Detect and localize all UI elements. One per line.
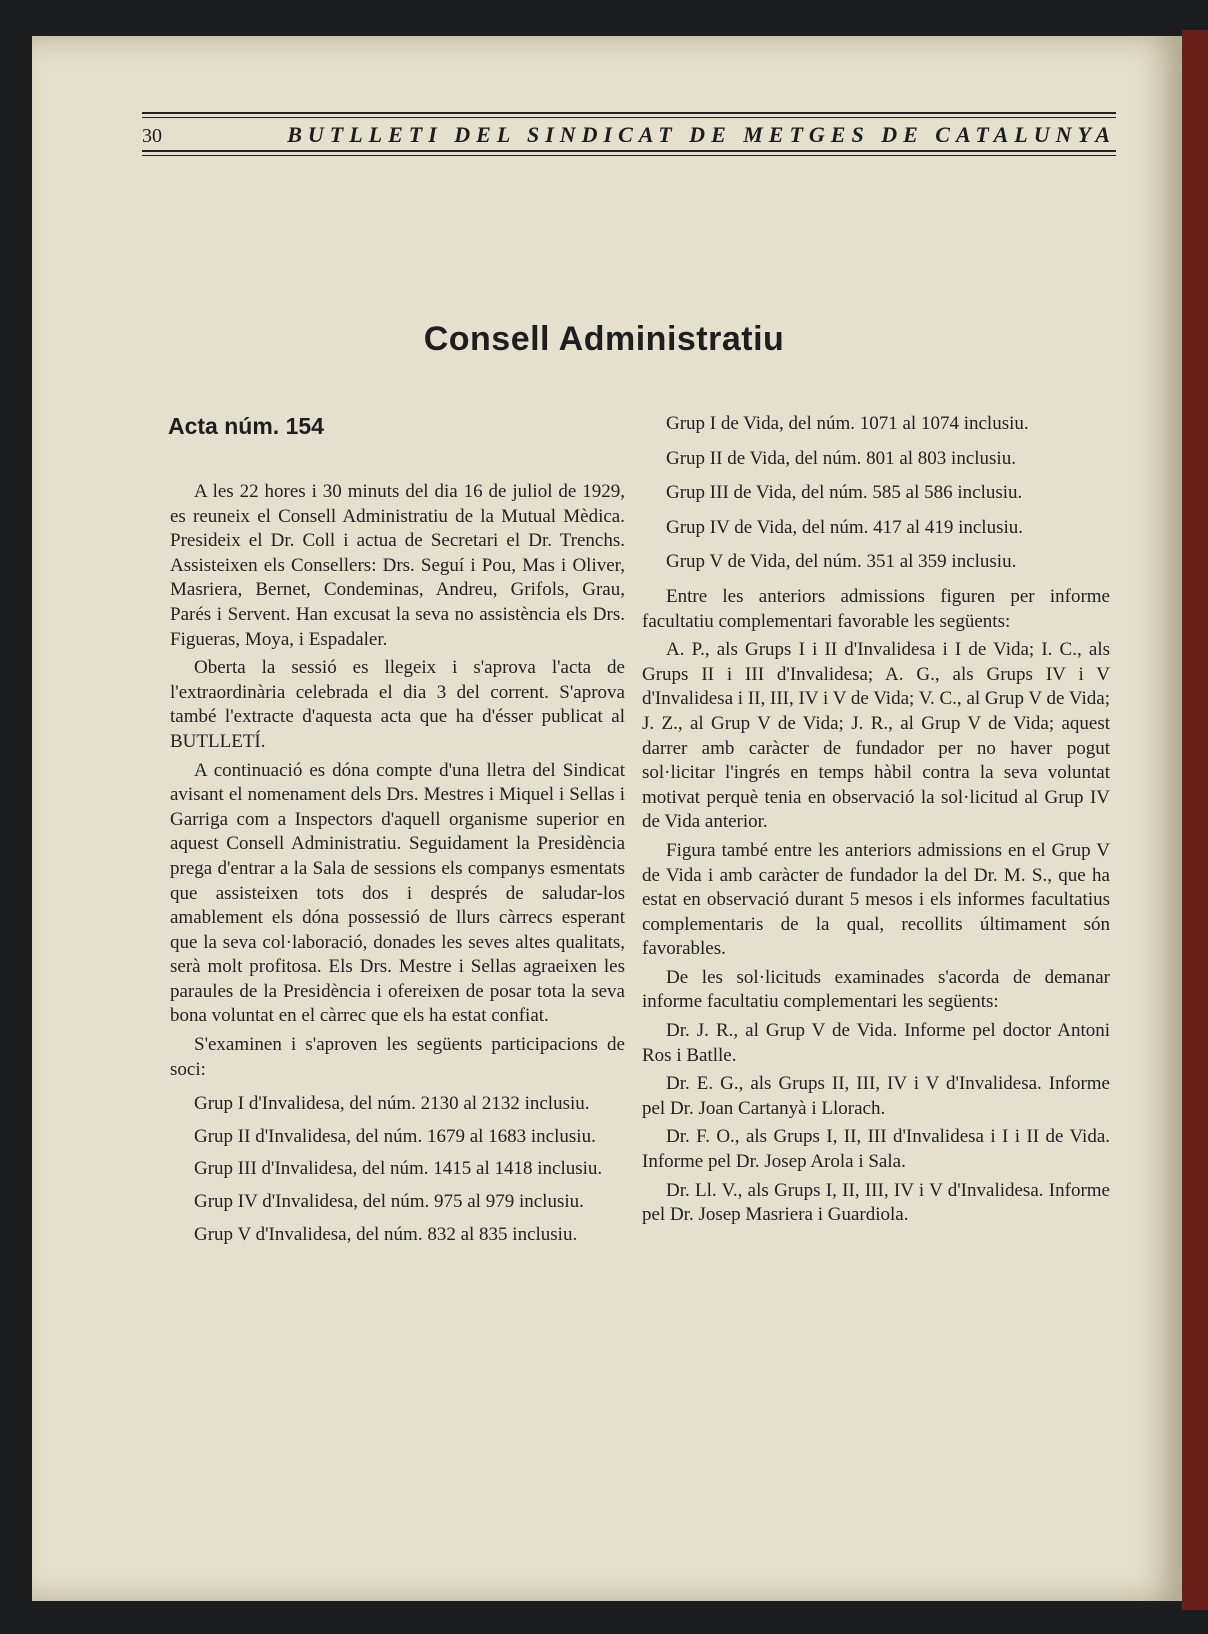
book-spine (1182, 30, 1208, 1610)
list-item: Grup IV d'Invalidesa, del núm. 975 al 979 inclusiu. (194, 1191, 584, 1213)
list-item: Grup III de Vida, del núm. 585 al 586 inclusiu. (666, 482, 1023, 504)
section-title: Consell Administratiu (423, 320, 785, 358)
left-column (170, 412, 625, 1255)
header-rule-bottom-thin (142, 155, 1116, 156)
list-item: Grup II de Vida, del núm. 801 al 803 inclusiu. (666, 447, 1016, 469)
list-item: Grup II d'Invalidesa, del núm. 1679 al 1683 inclusiu. (194, 1125, 596, 1147)
paragraph: De les sol·licituds examinades s'acorda de demanar informe facultatiu complementari les següents: (642, 966, 1110, 1013)
header-rule-bottom (142, 150, 1116, 152)
paragraph: Dr. F. O., als Grups I, II, III d'Invalidesa i I i II de Vida. Informe pel Dr. Josep Arola i Sala. (642, 1126, 1110, 1173)
list-item: Grup I de Vida, del núm. 1071 al 1074 inclusiu. (666, 413, 1029, 434)
list-item: Grup IV de Vida, del núm. 417 al 419 inclusiu. (666, 516, 1024, 538)
running-header (142, 112, 1116, 156)
header-row (142, 118, 1116, 150)
list-item: Grup V d'Invalidesa, del núm. 832 al 835 inclusiu. (194, 1223, 578, 1245)
paragraph: Dr. Ll. V., als Grups I, II, III, IV i V d'Invalidesa. Informe pel Dr. Josep Masriera i Guardiola. (642, 1179, 1110, 1226)
header-rule-top (142, 112, 1116, 114)
journal-title: BUTLLETI DEL SINDICAT DE METGES DE CATALUNYA (287, 122, 1116, 147)
paragraph: Oberta la sessió es llegeix i s'aprova l'acta de l'extraordinària celebrada el dia 3 del corrent. S'aprova també l'extracte d'aquesta acta que ha d'ésser publicat al BUTLLETÍ. (170, 657, 625, 752)
list-item: Grup III d'Invalidesa, del núm. 1415 al 1418 inclusiu. (194, 1158, 603, 1180)
page-number: 30 (142, 125, 162, 147)
list-item: Grup V de Vida, del núm. 351 al 359 inclusiu. (666, 551, 1017, 573)
right-column (642, 412, 1110, 1232)
paragraph: A continuació es dóna compte d'una lletra del Sindicat avisant el nomenament dels Drs. Mestres i Miquel i Sellas i Garriga com a Inspectors d'aquell organisme superior en aquest Consell Administratiu. Seguidament la Presidència prega d'entrar a la Sala de sessions els companys esmentats que assisteixen tots dos i després de saludar-los amablement els dóna possessió de llurs càrrecs esperant que la seva col·laboració, donades les seves altes qualitats, serà molt profitosa. Els Drs. Mestre i Sellas agraeixen les paraules de la Presidència i ofereixen de posar tota la seva bona voluntat en el càrrec que els ha estat confiat. (170, 759, 625, 1027)
paragraph: S'examinen i s'aproven les següents participacions de soci: (170, 1034, 625, 1080)
paragraph: Entre les anteriors admissions figuren per informe facultatiu complementari favorable les següents: (642, 585, 1110, 632)
paragraph: A les 22 hores i 30 minuts del dia 16 de juliol de 1929, es reuneix el Consell Administratiu de la Mutual Mèdica. Presideix el Dr. Coll i actua de Secretari el Dr. Trenchs. Assisteixen els Consellers: Drs. Seguí i Pou, Mas i Oliver, Masriera, Bernet, Condeminas, Andreu, Grifols, Grau, Parés i Servent. Han excusat la seva no assistència els Drs. Figueras, Moya, i Espadaler. (170, 481, 625, 650)
paragraph: Figura també entre les anteriors admissions en el Grup V de Vida i amb caràcter de fundador la del Dr. M. S., que ha estat en observació durant 5 mesos i els informes facultatius complementaris de la qual, recollits últimament són favorables. (642, 839, 1110, 960)
paragraph: Dr. E. G., als Grups II, III, IV i V d'Invalidesa. Informe pel Dr. Joan Cartanyà i Llorach. (642, 1073, 1110, 1119)
list-item: Grup I d'Invalidesa, del núm. 2130 al 2132 inclusiu. (194, 1093, 590, 1115)
acta-title: Acta núm. 154 (168, 413, 324, 439)
paragraph: A. P., als Grups I i II d'Invalidesa i I de Vida; I. C., als Grups II i III d'Invalidesa; A. G., als Grups IV i V d'Invalidesa i II, III, IV i V de Vida; V. C., al Grup V de Vida; J. Z., al Grup V de Vida; J. R., al Grup V de Vida; aquest darrer amb caràcter de fundador per no haver pogut sol·licitar l'ingrés en temps hàbil contra la seva voluntat motivat perquè tenia en observació la sol·licitud al Grup IV de Vida anterior. (642, 639, 1110, 833)
paragraph: Dr. J. R., al Grup V de Vida. Informe pel doctor Antoni Ros i Batlle. (642, 1020, 1110, 1066)
